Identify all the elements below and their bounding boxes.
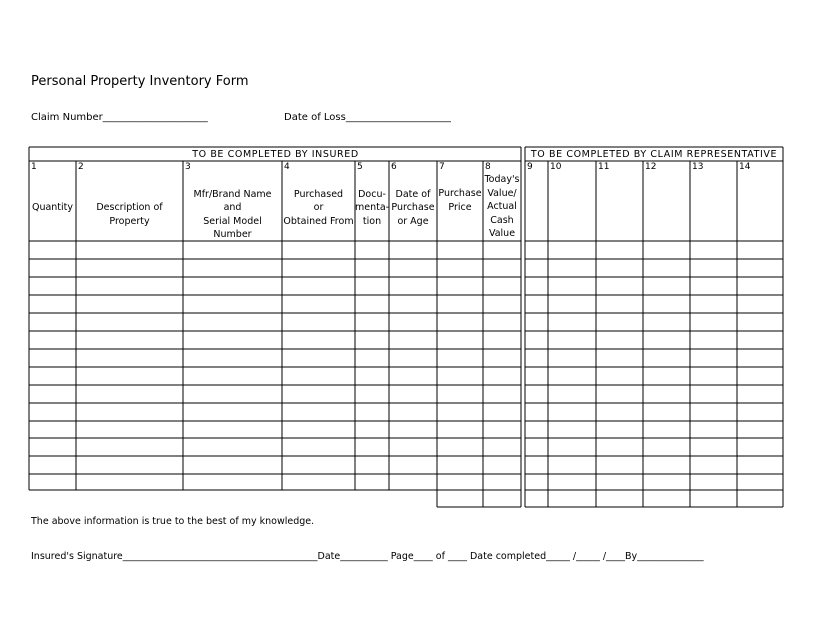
column-number: 9 [527,162,533,172]
certification-text: The above information is true to the best of my knowledge. [31,516,315,527]
column-number: 1 [31,162,37,172]
column-number: 4 [284,162,290,172]
column-number: 7 [439,162,445,172]
signature-line[interactable]: Insured's Signature_________________________________________Date__________ Page____ of ____ Date completed_____ /_____ /____By______________ [31,551,704,562]
column-number: 8 [485,162,491,172]
column-header: Description of Property [96,202,163,227]
column-header: Docu- menta- tion [355,188,390,227]
column-number: 6 [391,162,397,172]
column-header: Date of Purchase or Age [391,188,435,227]
column-header: Purchased or Obtained From [283,188,354,227]
column-number: 2 [78,162,84,172]
column-header: Today's Value/ Actual Cash Value [484,174,520,239]
column-number: 13 [692,162,704,172]
column-number: 12 [645,162,657,172]
column-number: 14 [739,162,751,172]
section-insured-header: TO BE COMPLETED BY INSURED [192,149,359,160]
column-header: Mfr/Brand Name and Serial Model Number [193,188,272,240]
column-header: Quantity [31,202,74,213]
section-claim-rep-header: TO BE COMPLETED BY CLAIM REPRESENTATIVE [530,149,778,160]
claim-number-field[interactable]: Claim Number_____________________ [31,112,208,123]
column-header: Purchase Price [438,188,482,213]
date-of-loss-field[interactable]: Date of Loss_____________________ [284,112,451,123]
column-number: 11 [598,162,610,172]
column-number: 3 [185,162,191,172]
column-number: 10 [550,162,562,172]
column-number: 5 [357,162,363,172]
form-title: Personal Property Inventory Form [31,74,249,89]
